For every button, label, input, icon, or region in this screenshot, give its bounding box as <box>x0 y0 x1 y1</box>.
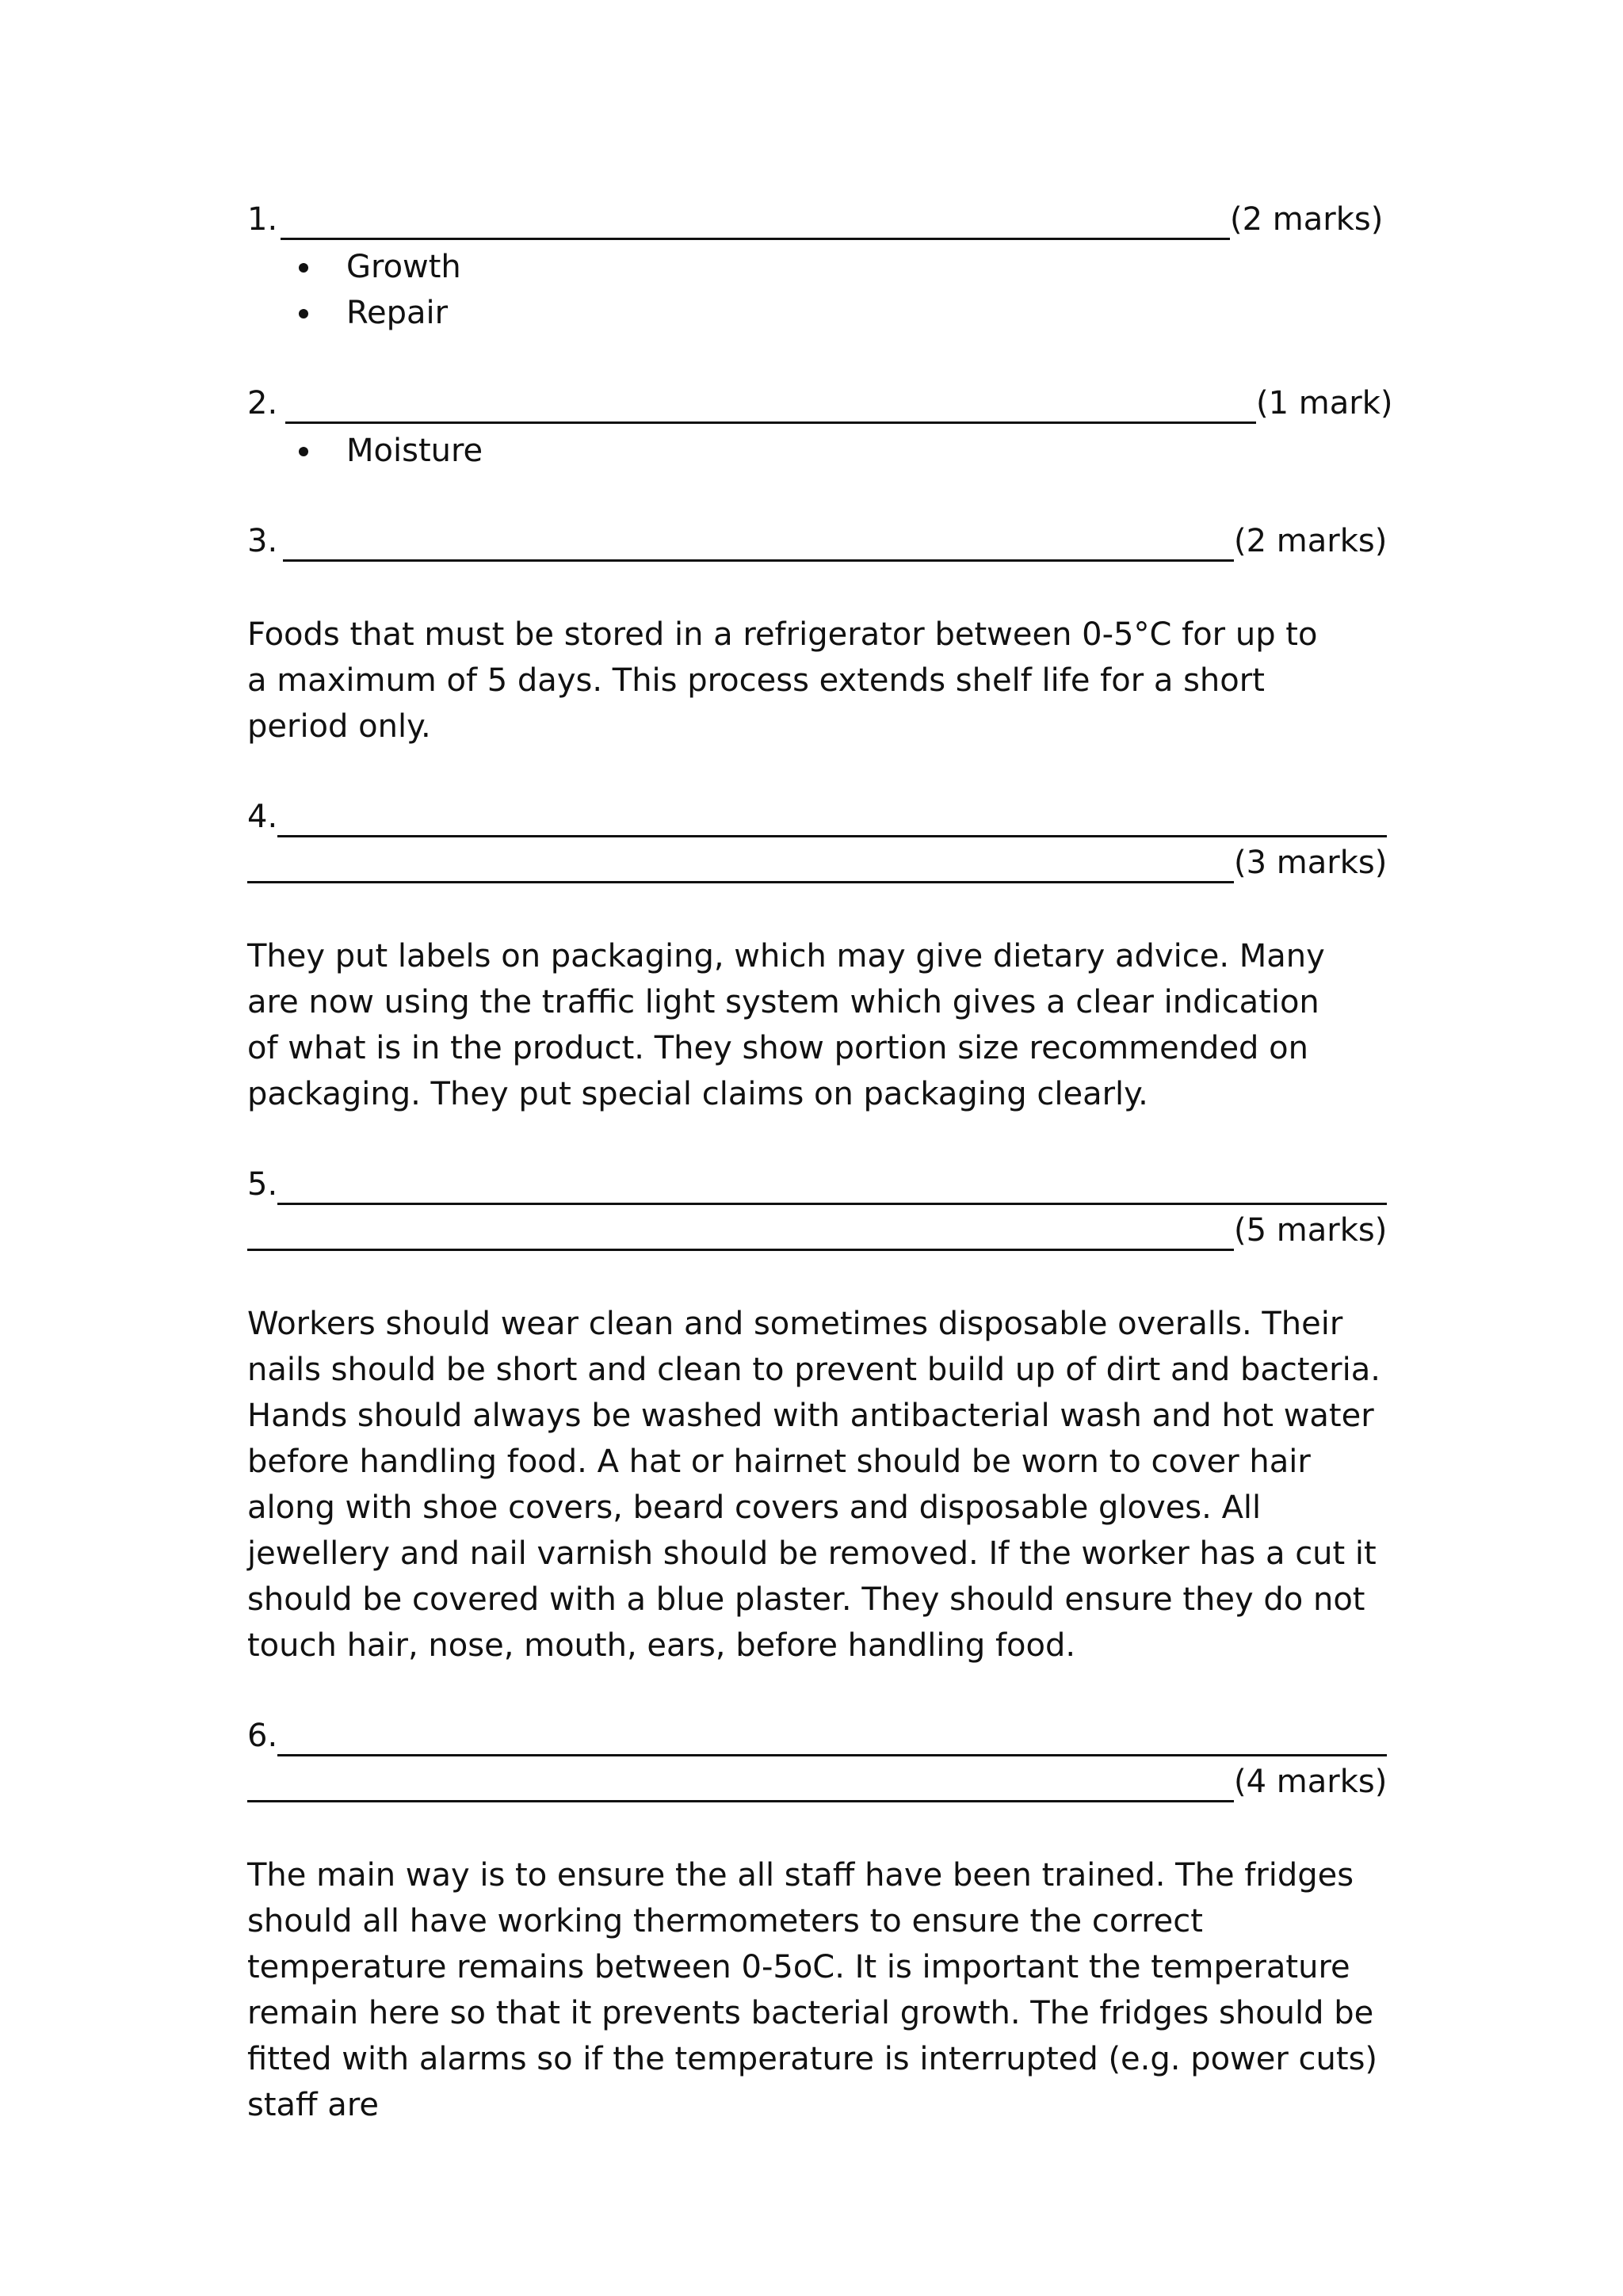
question-3-line <box>247 520 1388 566</box>
bullet-icon <box>299 263 308 273</box>
bullet-text: Growth <box>346 249 461 285</box>
question-4-line-2 <box>247 841 1388 887</box>
answer-rule <box>285 421 1256 424</box>
question-number: 6. <box>247 1718 278 1754</box>
bullet-icon <box>299 447 308 456</box>
answer-rule <box>281 238 1230 240</box>
question-number: 5. <box>247 1166 278 1203</box>
question-2-line <box>247 382 1393 428</box>
question-4-line <box>247 795 1388 841</box>
list-item <box>247 290 1388 336</box>
question-5-line-2 <box>247 1209 1388 1255</box>
question-marks: (1 mark) <box>1256 385 1393 421</box>
answer-rule <box>247 1249 1234 1251</box>
question-marks: (5 marks) <box>1234 1212 1388 1249</box>
question-marks: (2 marks) <box>1234 523 1388 559</box>
answer-rule <box>277 1754 1387 1756</box>
list-item <box>247 244 1388 290</box>
answer-text: They put labels on packaging, which may give dietary advice. Many are now using the traffic light system which gives a clear indication of what is in the product. They show portion size recommended on packaging. They put special claims on packaging clearly. <box>247 938 1325 1112</box>
question-6-line-2 <box>247 1760 1388 1806</box>
list-item <box>247 428 1388 474</box>
question-number: 4. <box>247 799 278 835</box>
question-1-bullets <box>247 244 1388 336</box>
question-marks: (2 marks) <box>1230 201 1384 238</box>
answer-text: Foods that must be stored in a refrigerator between 0-5°C for up to a maximum of 5 days. This process extends shelf life for a short period only. <box>247 616 1318 745</box>
question-marks: (4 marks) <box>1234 1764 1388 1800</box>
question-number: 2. <box>247 385 278 421</box>
question-5-line <box>247 1163 1388 1209</box>
answer-text: The main way is to ensure the all staff have been trained. The fridges should all have working thermometers to ensure the correct temperature remains between 0-5oC. It is important the temperature remain here so that it prevents bacterial growth. The fridges should be fitted with alarms so if the temperature is interrupted (e.g. power cuts) staff are <box>247 1857 1378 2123</box>
answer-rule <box>247 881 1234 883</box>
answer-rule <box>277 835 1387 837</box>
question-1-line <box>247 198 1388 244</box>
question-2-bullets <box>247 428 1388 474</box>
bullet-text: Moisture <box>346 433 483 469</box>
answer-rule <box>247 1800 1234 1802</box>
question-number: 3. <box>247 523 278 559</box>
worksheet-page <box>247 198 1393 2128</box>
answer-rule <box>283 559 1234 562</box>
bullet-text: Repair <box>346 295 449 331</box>
answer-text: Workers should wear clean and sometimes disposable overalls. Their nails should be short and clean to prevent build up of dirt and bacteria. Hands should always be washed with antibacterial wash and hot water before handling food. A hat or hairnet should be worn to cover hair along with shoe covers, beard covers and disposable gloves. All jewellery and nail varnish should be removed. If the worker has a cut it should be covered with a blue plaster. They should ensure they do not touch hair, nose, mouth, ears, before handling food. <box>247 1306 1381 1664</box>
answer-rule <box>277 1203 1387 1205</box>
question-marks: (3 marks) <box>1234 845 1388 881</box>
bullet-icon <box>299 309 308 318</box>
question-6-line <box>247 1714 1388 1760</box>
question-number: 1. <box>247 201 278 238</box>
